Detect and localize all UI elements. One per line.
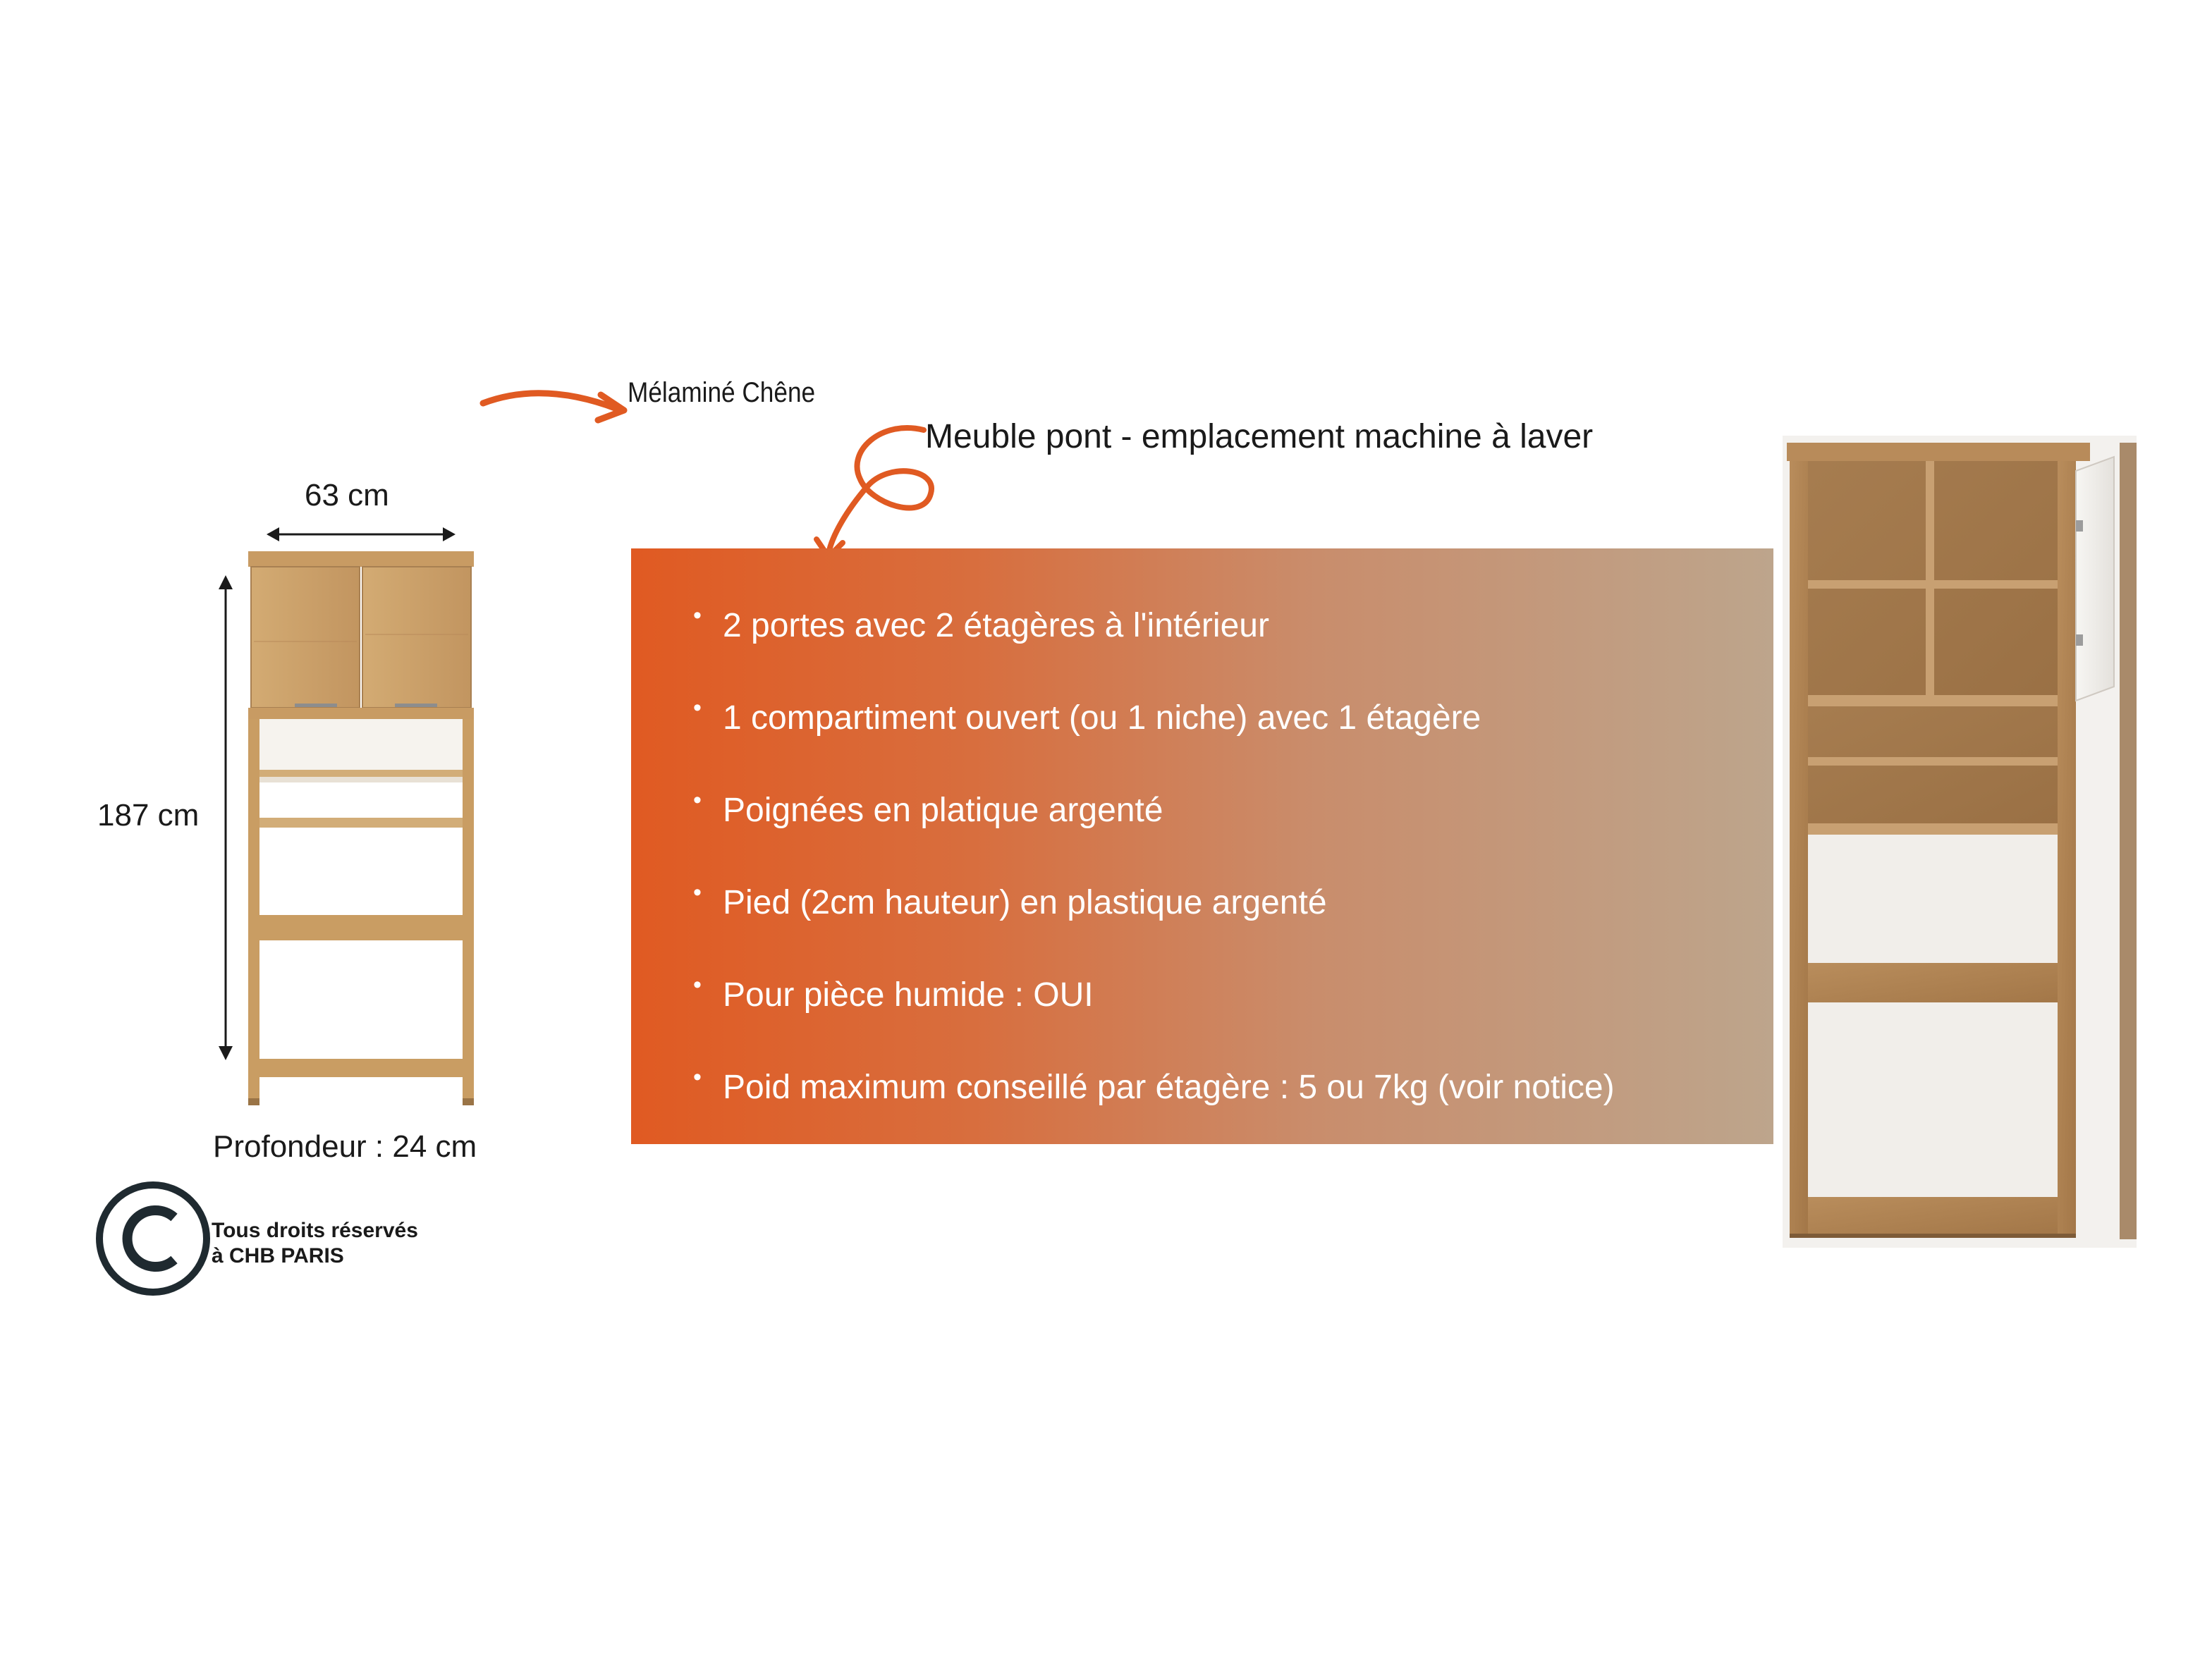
feature-item: • 2 portes avec 2 étagères à l'intérieur [693,602,1269,644]
copyright-icon [93,1179,213,1298]
feature-item: • Poid maximum conseillé par étagère : 5 ou 7kg (voir notice) [693,1064,1615,1106]
material-label: Mélaminé Chêne [628,377,816,408]
page-title: Meuble pont - emplacement machine à laver [925,418,1594,455]
cabinet-drawing [212,529,494,1114]
cabinet-photo [1783,436,2137,1248]
feature-text: Pied (2cm hauteur) en plastique argenté [723,884,1327,921]
feature-item: • Pour pièce humide : OUI [693,971,1094,1014]
feature-text: 2 portes avec 2 étagères à l'intérieur [723,607,1269,644]
curved-arrow-icon [479,374,635,430]
product-photo [1783,436,2137,1248]
feature-panel [631,548,1773,1144]
copyright-text [212,1218,418,1269]
depth-label: Profondeur : 24 cm [213,1129,477,1164]
copyright-line2: à CHB PARIS [212,1244,344,1267]
width-label: 63 cm [305,478,389,512]
copyright-line1: Tous droits réservés [212,1219,418,1242]
swirl-arrow-icon [804,423,945,564]
feature-item: • Pied (2cm hauteur) en plastique argenté [693,879,1327,921]
feature-text: Poid maximum conseillé par étagère : 5 ou 7kg (voir notice) [723,1069,1615,1106]
feature-text: Poignées en platique argenté [723,792,1163,829]
feature-text: Pour pièce humide : OUI [723,976,1094,1014]
feature-item: • Poignées en platique argenté [693,787,1163,829]
feature-item: • 1 compartiment ouvert (ou 1 niche) avec 1 étagère [693,694,1481,737]
height-label: 187 cm [97,798,200,833]
feature-text: 1 compartiment ouvert (ou 1 niche) avec 1 étagère [723,699,1481,737]
